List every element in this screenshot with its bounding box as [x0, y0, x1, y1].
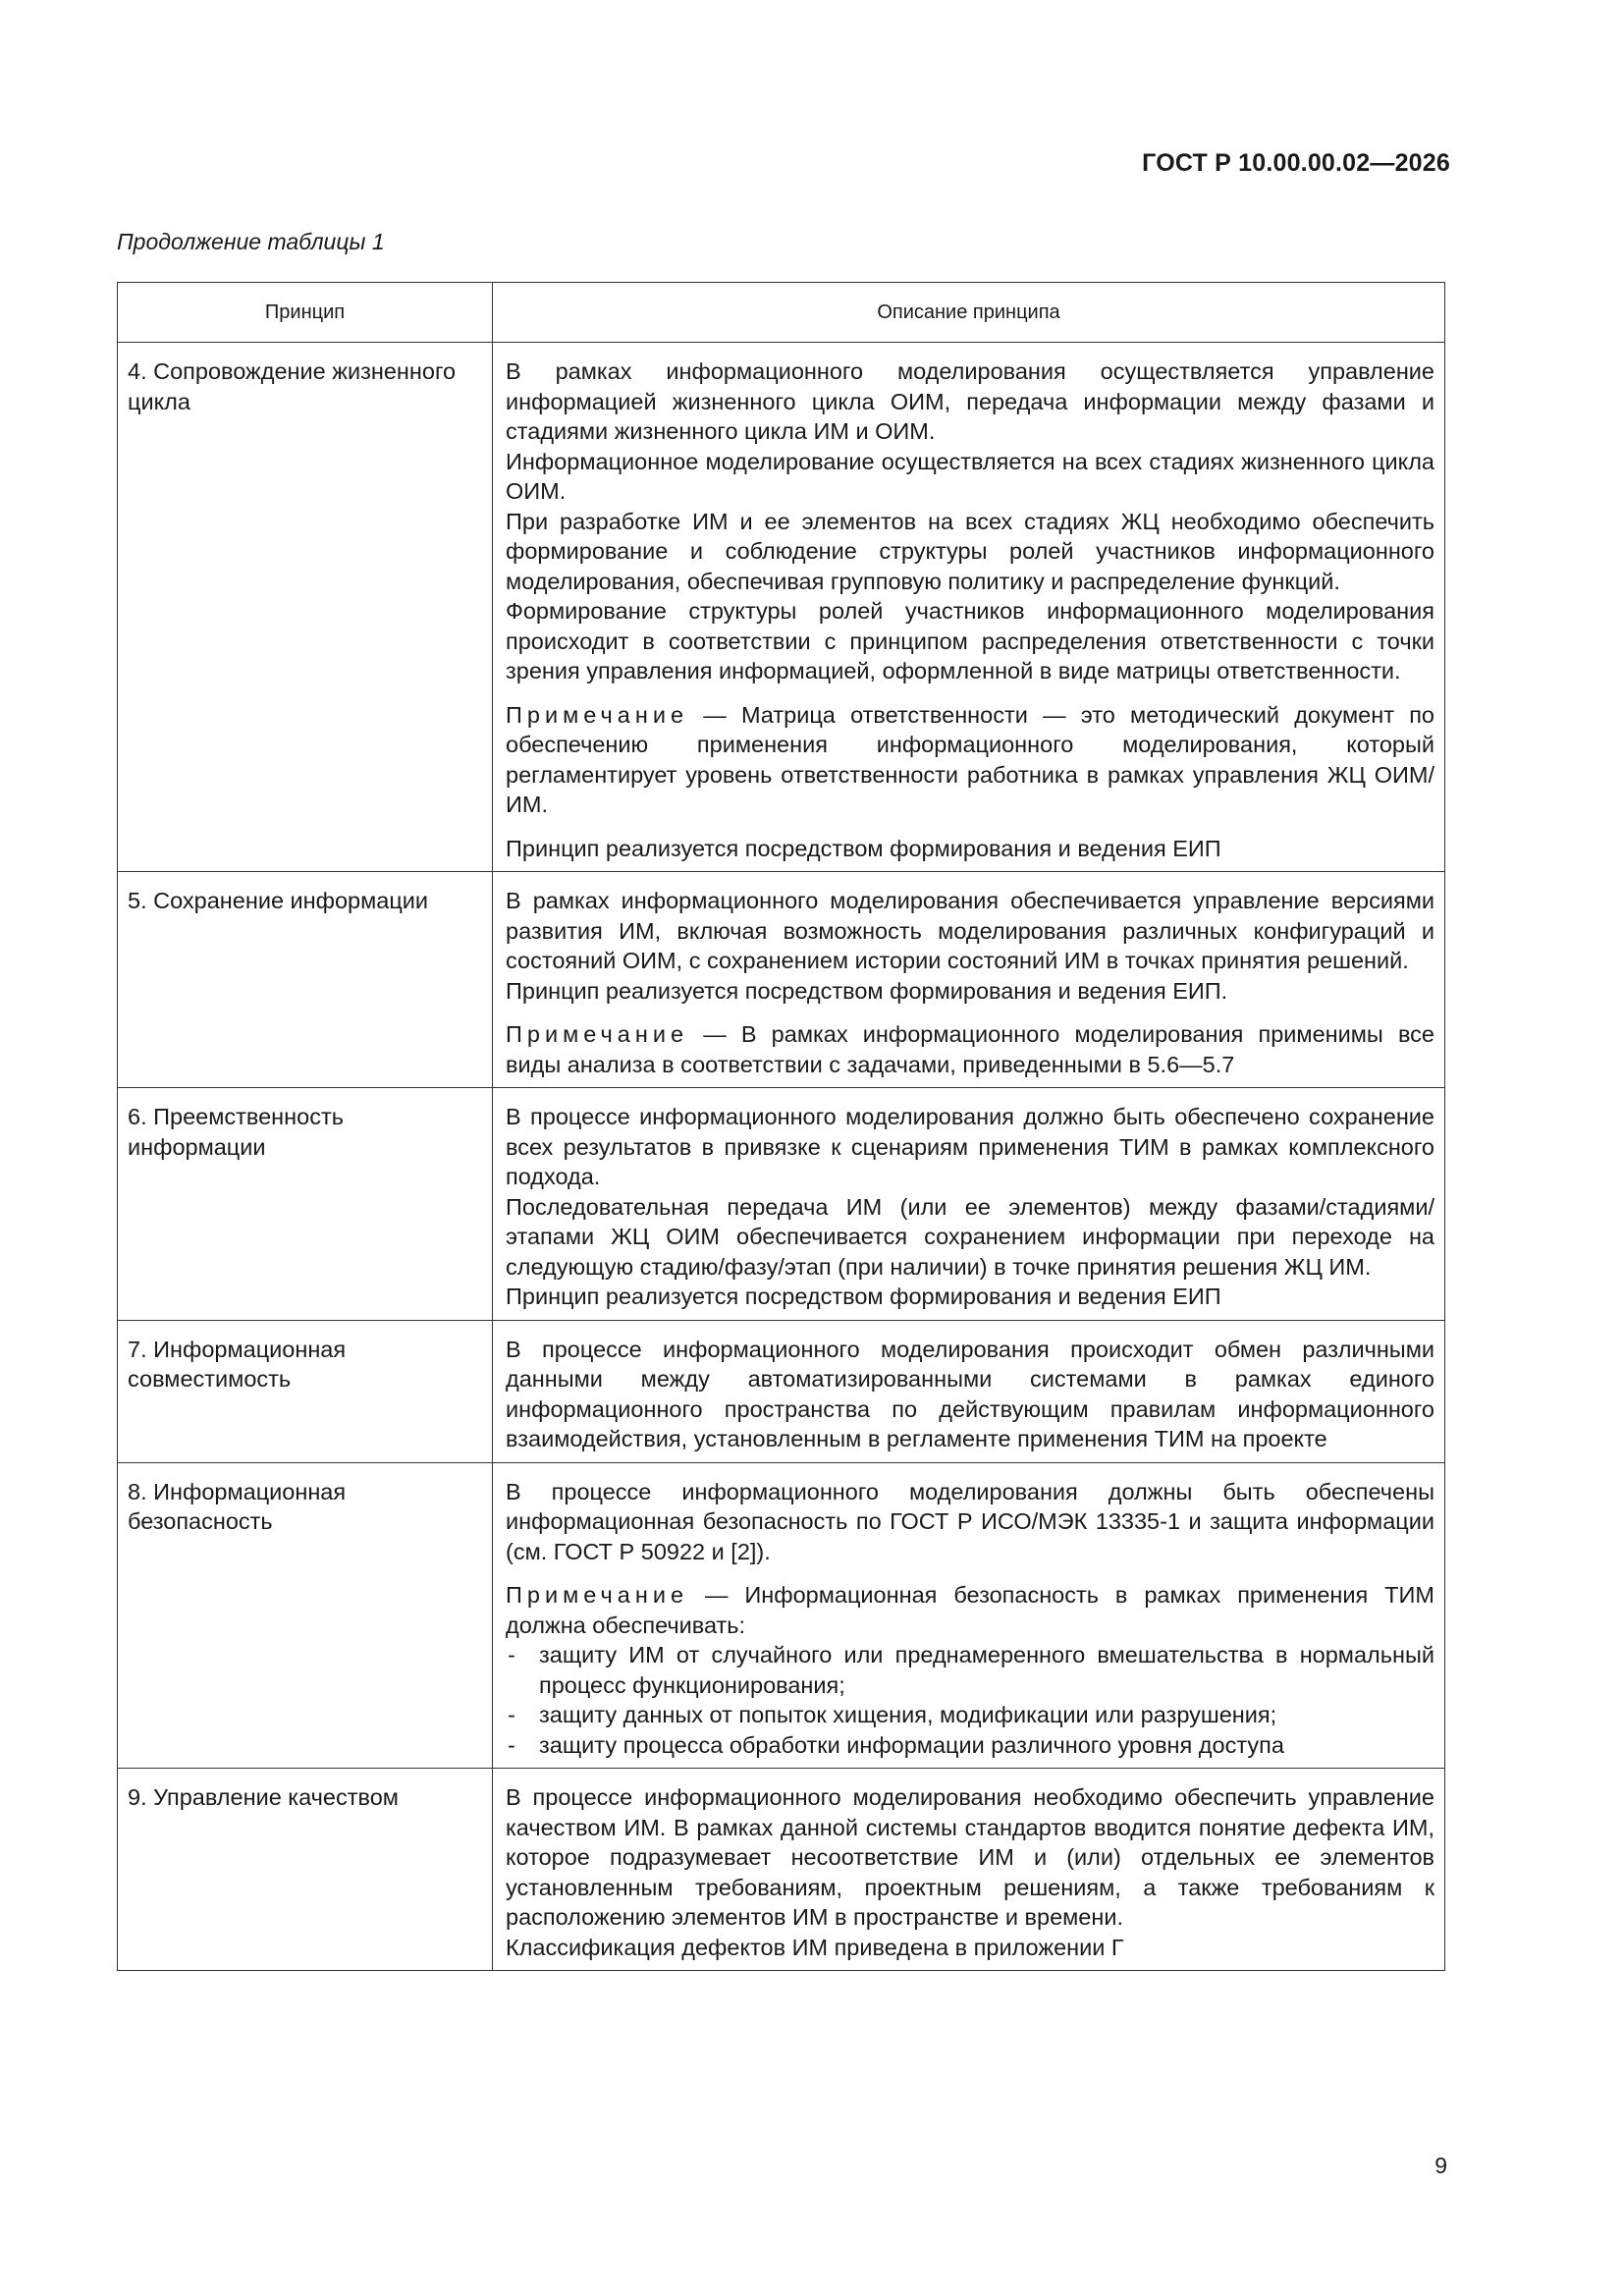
description-paragraph: В процессе информационного моделирования должно быть обеспечено сохранение всех результатов в привязке к сценариям применения ТИМ в рамках комплексного подхода.: [506, 1104, 1434, 1189]
description-paragraph: Последовательная передача ИМ (или ее элементов) между фазами/стадиями/этапами ЖЦ ОИМ обеспечивается сохранением информации при переходе на следующую стадию/фазу/этап (при наличии) в точке принятия решения ЖЦ ИМ.: [506, 1193, 1434, 1280]
column-header-principle: Принцип: [118, 283, 493, 343]
list-item-text: защиту процесса обработки информации различного уровня доступа: [539, 1731, 1284, 1758]
principle-cell: 7. Информационная совместимость: [118, 1320, 493, 1462]
note-bullet-list: [506, 1640, 1434, 1760]
principle-cell: 8. Информационная безопасность: [118, 1462, 493, 1769]
principle-cell: 6. Преемственность информации: [118, 1088, 493, 1321]
description-paragraph: В рамках информационного моделирования обеспечивается управление версиями развития ИМ, включая возможность моделирования различных конфигураций и состояний ОИМ, с сохранением истории состояний ИМ в точках принятия решений.: [506, 888, 1434, 973]
note: [506, 1019, 1434, 1079]
table-row: [118, 1320, 1445, 1462]
note-text: — Матрица ответственности — это методический документ по обеспечению применения информационного моделирования, который регламентирует уровень ответственности работника в рамках управления ЖЦ ОИМ/ИМ.: [506, 701, 1434, 817]
principle-cell: 9. Управление качеством: [118, 1769, 493, 1971]
description-paragraph: Принцип реализуется посредством формирования и ведения ЕИП: [506, 1284, 1221, 1309]
table-header-row: [118, 283, 1445, 343]
table-row: [118, 1462, 1445, 1769]
note: [506, 700, 1434, 820]
table-row: [118, 1769, 1445, 1971]
description-paragraph: В рамках информационного моделирования осуществляется управление информацией жизненного цикла ОИМ, передача информации между фазами и стадиями жизненного цикла ИМ и ОИМ.: [506, 358, 1434, 444]
description-paragraph: В процессе информационного моделирования необходимо обеспечить управление качеством ИМ. В рамках данной системы стандартов вводится понятие дефекта ИМ, которое подразумевает несоответствие ИМ и (или) отдельных ее элементов установленным требованиям, проектным решениям, а также требованиям к расположению элементов ИМ в пространстве и времени.: [506, 1784, 1434, 1930]
description-paragraph: При разработке ИМ и ее элементов на всех стадиях ЖЦ необходимо обеспечить формирование и соблюдение структуры ролей участников информационного моделирования, обеспечивая групповую политику и распределение функций.: [506, 508, 1434, 594]
dash-icon: -: [508, 1702, 515, 1727]
description-cell: [493, 1462, 1445, 1769]
table-row: [118, 343, 1445, 872]
description-cell: [493, 1088, 1445, 1321]
principles-table: [117, 282, 1445, 1971]
description-paragraph: Информационное моделирование осуществляется на всех стадиях жизненного цикла ОИМ.: [506, 448, 1434, 504]
page-number: 9: [1434, 2153, 1447, 2178]
list-item-text: защиту ИМ от случайного или преднамеренного вмешательства в нормальный процесс функционирования;: [539, 1642, 1434, 1698]
description-paragraph: В процессе информационного моделирования должны быть обеспечены информационная безопасность по ГОСТ Р ИСО/МЭК 13335-1 и защита информации (см. ГОСТ Р 50922 и [2]).: [506, 1478, 1434, 1564]
note-label: Примечание: [506, 1021, 689, 1047]
note-label: Примечание: [506, 701, 689, 728]
dash-icon: -: [508, 1731, 515, 1758]
description-cell: [493, 343, 1445, 872]
table-continuation-label: Продолжение таблицы 1: [117, 229, 385, 254]
table-row: [118, 1088, 1445, 1321]
list-item: [506, 1700, 1434, 1730]
description-paragraph: В процессе информационного моделирования происходит обмен различными данными между автоматизированными системами в рамках единого информационного пространства по действующим правилам информационного взаимодействия, установленным в регламенте применения ТИМ на проекте: [506, 1336, 1434, 1451]
note-text: — В рамках информационного моделирования применимы все виды анализа в соответствии с задачами, приведенными в 5.6—5.7: [506, 1021, 1434, 1077]
principle-cell: 5. Сохранение информации: [118, 872, 493, 1088]
description-paragraph: Формирование структуры ролей участников информационного моделирования происходит в соответствии с принципом распределения ответственности с точки зрения управления информацией, оформленной в виде матрицы ответственности.: [506, 598, 1434, 683]
list-item: [506, 1640, 1434, 1700]
table-row: [118, 872, 1445, 1088]
note-text: — Информационная безопасность в рамках применения ТИМ должна обеспечивать:: [506, 1582, 1434, 1638]
description-cell: [493, 1769, 1445, 1971]
dash-icon: -: [508, 1642, 515, 1667]
principle-cell: 4. Сопровождение жизненного цикла: [118, 343, 493, 872]
document-code: ГОСТ Р 10.00.00.02—2026: [1142, 149, 1450, 177]
description-paragraph: Классификация дефектов ИМ приведена в приложении Г: [506, 1934, 1124, 1960]
description-cell: [493, 1320, 1445, 1462]
description-paragraph: Принцип реализуется посредством формирования и ведения ЕИП: [506, 835, 1221, 861]
description-paragraph: Принцип реализуется посредством формирования и ведения ЕИП.: [506, 977, 1228, 1004]
description-cell: [493, 872, 1445, 1088]
column-header-description: Описание принципа: [493, 283, 1445, 343]
note: [506, 1580, 1434, 1640]
note-label: Примечание: [506, 1582, 689, 1608]
list-item-text: защиту данных от попыток хищения, модификации или разрушения;: [539, 1702, 1277, 1727]
list-item: [506, 1730, 1434, 1761]
